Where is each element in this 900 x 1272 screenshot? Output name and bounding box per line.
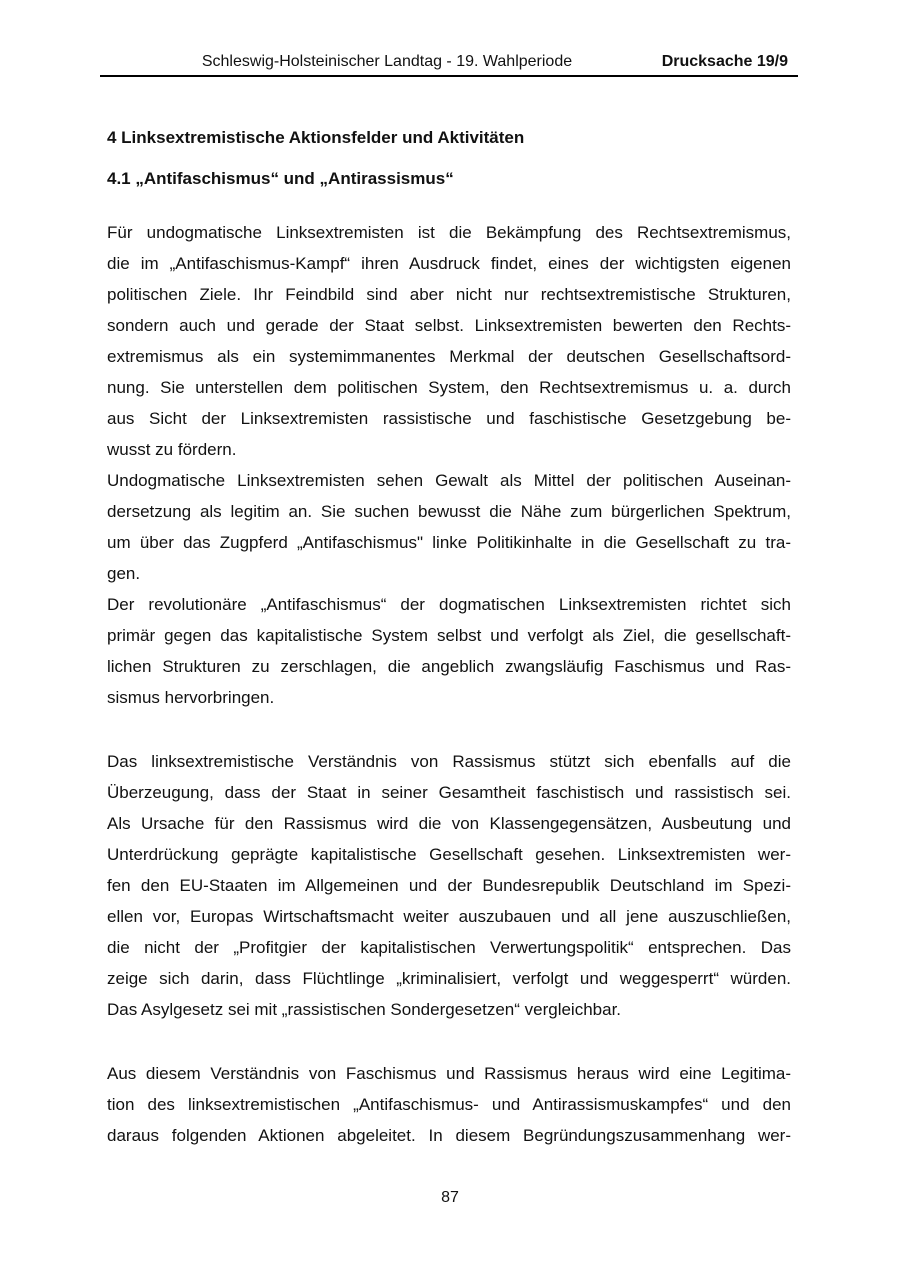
text-line: Als Ursache für den Rassismus wird die von Klassengegensätzen, Ausbeutung und [107,814,791,833]
text-line: Unterdrückung geprägte kapitalistische Gesellschaft gesehen. Linksextremisten wer- [107,845,791,864]
text-line: Für undogmatische Linksextremisten ist die Bekämpfung des Rechtsextremismus, [107,223,791,242]
text-line: die nicht der „Profitgier der kapitalistischen Verwertungspolitik“ entsprechen. Das [107,938,791,957]
text-line: fen den EU-Staaten im Allgemeinen und der Bundesrepublik Deutschland im Spezi- [107,876,791,895]
text-line: aus Sicht der Linksextremisten rassistische und faschistische Gesetzgebung be- [107,409,791,428]
text-line: Überzeugung, dass der Staat in seiner Gesamtheit faschistisch und rassistisch sei. [107,783,791,802]
header-left-text: Schleswig-Holsteinischer Landtag - 19. Wahlperiode [201,53,573,70]
text-line: Aus diesem Verständnis von Faschismus und Rassismus heraus wird eine Legitima- [107,1064,791,1083]
text-line: primär gegen das kapitalistische System selbst und verfolgt als Ziel, die gesellschaft- [107,626,791,645]
text-line: um über das Zugpferd „Antifaschismus" linke Politikinhalte in die Gesellschaft zu tra- [107,533,791,552]
text-line: tion des linksextremistischen „Antifaschismus- und Antirassismuskampfes“ und den [107,1095,791,1114]
header-right-text: Drucksache 19/9 [661,53,788,70]
text-line: sondern auch und gerade der Staat selbst. Linksextremisten bewerten den Rechts- [107,316,791,335]
paragraph [107,465,791,589]
text-line: gen. [107,564,141,583]
text-line: wusst zu fördern. [107,440,237,459]
page-number: 87 [441,1189,459,1206]
paragraph [107,1058,791,1151]
page-header [100,53,798,75]
text-line: sismus hervorbringen. [107,688,275,707]
text-line: dersetzung als legitim an. Sie suchen bewusst die Nähe zum bürgerlichen Spektrum, [107,502,791,521]
document-body [107,217,791,1151]
paragraph [107,746,791,1025]
text-line: zeige sich darin, dass Flüchtlinge „kriminalisiert, verfolgt und weggesperrt“ würden. [107,969,791,988]
text-line: extremismus als ein systemimmanentes Merkmal der deutschen Gesellschaftsord- [107,347,791,366]
text-line: Der revolutionäre „Antifaschismus“ der dogmatischen Linksextremisten richtet sich [107,595,791,614]
header-rule [100,75,798,77]
text-line: Das Asylgesetz sei mit „rassistischen Sondergesetzen“ vergleichbar. [107,1000,622,1019]
text-line: Das linksextremistische Verständnis von Rassismus stützt sich ebenfalls auf die [107,752,791,771]
section-heading: 4 Linksextremistische Aktionsfelder und Aktivitäten [107,128,525,147]
text-line: daraus folgenden Aktionen abgeleitet. In diesem Begründungszusammenhang wer- [107,1126,791,1145]
text-line: lichen Strukturen zu zerschlagen, die angeblich zwangsläufig Faschismus und Ras- [107,657,791,676]
paragraph [107,217,791,465]
text-line: nung. Sie unterstellen dem politischen System, den Rechtsextremismus u. a. durch [107,378,791,397]
text-line: Undogmatische Linksextremisten sehen Gewalt als Mittel der politischen Auseinan- [107,471,791,490]
paragraph [107,589,791,713]
text-line: die im „Antifaschismus-Kampf“ ihren Ausdruck findet, eines der wichtigsten eigenen [107,254,791,273]
subsection-heading: 4.1 „Antifaschismus“ und „Antirassismus“ [107,169,454,188]
text-line: ellen vor, Europas Wirtschaftsmacht weiter auszubauen und all jene auszuschließen, [107,907,791,926]
text-line: politischen Ziele. Ihr Feindbild sind aber nicht nur rechtsextremistische Strukturen, [107,285,791,304]
